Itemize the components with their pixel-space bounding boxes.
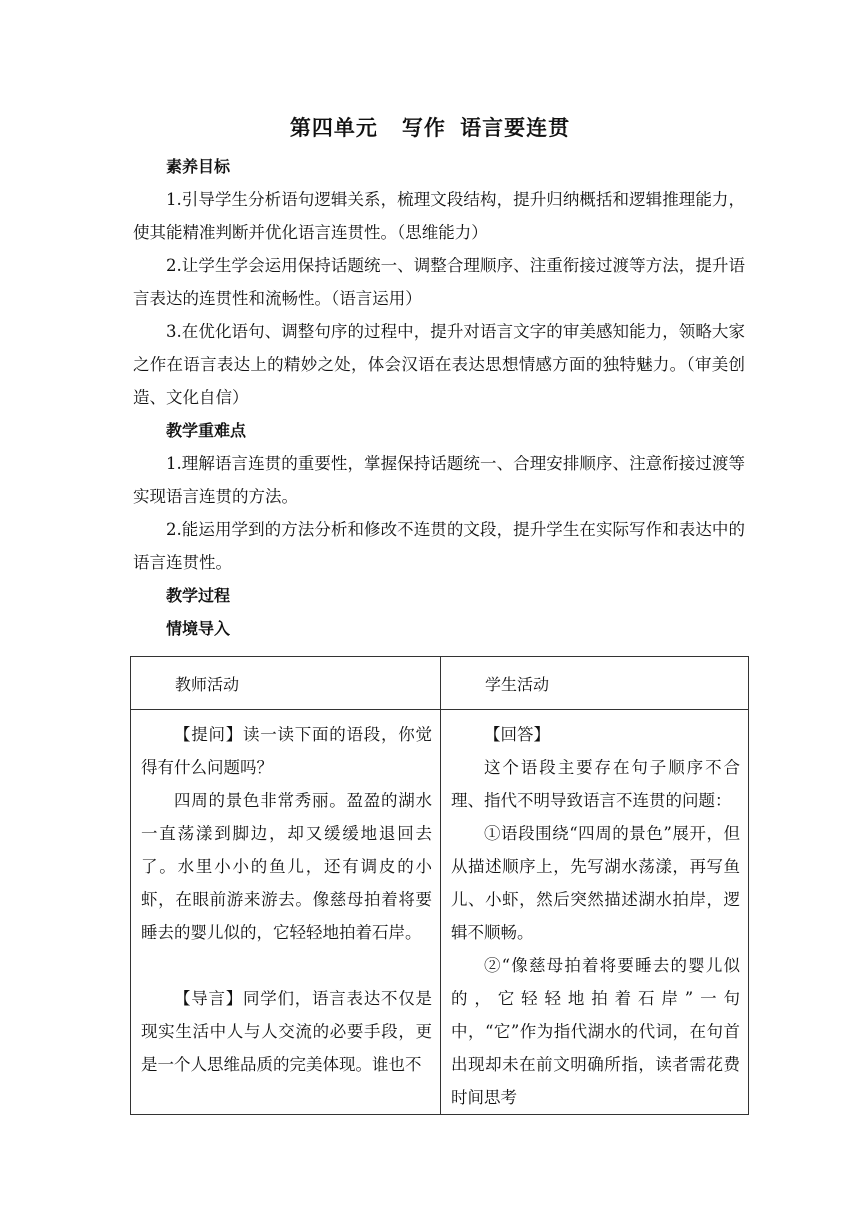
goals-heading: 素养目标: [166, 157, 231, 176]
teacher-header: [131, 657, 441, 710]
intro-heading: 情境导入: [166, 619, 231, 638]
title-unit: 第四单元: [289, 116, 378, 140]
title-writing: 写作: [401, 116, 446, 140]
teacher-question: 【提问】读一读下面的语段，你觉得有什么问题吗？: [141, 725, 432, 777]
process-heading: 教学过程: [166, 586, 231, 605]
goal-3: 3.在优化语句、调整句序的过程中，提升对语言文字的审美感知能力，领略大家之作在语言表达上的精妙之处，体会汉语在表达思想情感方面的独特魅力。（审美创造、文化自信）: [133, 322, 745, 407]
page-title: [0, 112, 860, 142]
table-row: [131, 710, 749, 1115]
student-header: [441, 657, 749, 710]
key-point-2: 2.能运用学到的方法分析和修改不连贯的文段，提升学生在实际写作和表达中的语言连贯性。: [133, 520, 745, 572]
teacher-header-label: 教师活动: [175, 674, 240, 694]
table-header-row: [131, 657, 749, 710]
key-points-heading: 教学重难点: [166, 421, 247, 440]
teacher-intro: 【导言】同学们，语言表达不仅是现实生活中人与人交流的必要手段，更是一个人思维品质的完美体现。谁也不: [141, 989, 432, 1074]
title-topic: 语言要连贯: [460, 116, 571, 140]
student-answer-point-2: ②“像慈母拍着将要睡去的婴儿似的，它轻轻地拍着石岸”一句中，“它”作为指代湖水的代词，在句首出现却未在前文明确所指，读者需花费时间思考: [451, 956, 740, 1107]
student-header-label: 学生活动: [485, 674, 550, 694]
student-answer-summary: 这个语段主要存在句子顺序不合理、指代不明导致语言不连贯的问题：: [451, 758, 740, 810]
student-answer-point-1: ①语段围绕“四周的景色”展开，但从描述顺序上，先写湖水荡漾，再写鱼儿、小虾，然后突然描述湖水拍岸，逻辑不顺畅。: [451, 824, 740, 942]
key-point-1: 1.理解语言连贯的重要性，掌握保持话题统一、合理安排顺序、注意衔接过渡等实现语言连贯的方法。: [133, 454, 745, 506]
goal-1: 1.引导学生分析语句逻辑关系，梳理文段结构，提升归纳概括和逻辑推理能力，使其能精准判断并优化语言连贯性。（思维能力）: [133, 190, 745, 242]
teacher-passage: 四周的景色非常秀丽。盈盈的湖水一直荡漾到脚边，却又缓缓地退回去了。水里小小的鱼儿，还有调皮的小虾，在眼前游来游去。像慈母拍着将要睡去的婴儿似的，它轻轻地拍着石岸。: [141, 791, 432, 942]
student-cell: [441, 710, 749, 1115]
student-answer-label: 【回答】: [484, 725, 550, 744]
teacher-cell: [131, 710, 441, 1115]
activity-table: [130, 656, 749, 1115]
document-body: [133, 150, 745, 645]
goal-2: 2.让学生学会运用保持话题统一、调整合理顺序、注重衔接过渡等方法，提升语言表达的连贯性和流畅性。（语言运用）: [133, 256, 745, 308]
